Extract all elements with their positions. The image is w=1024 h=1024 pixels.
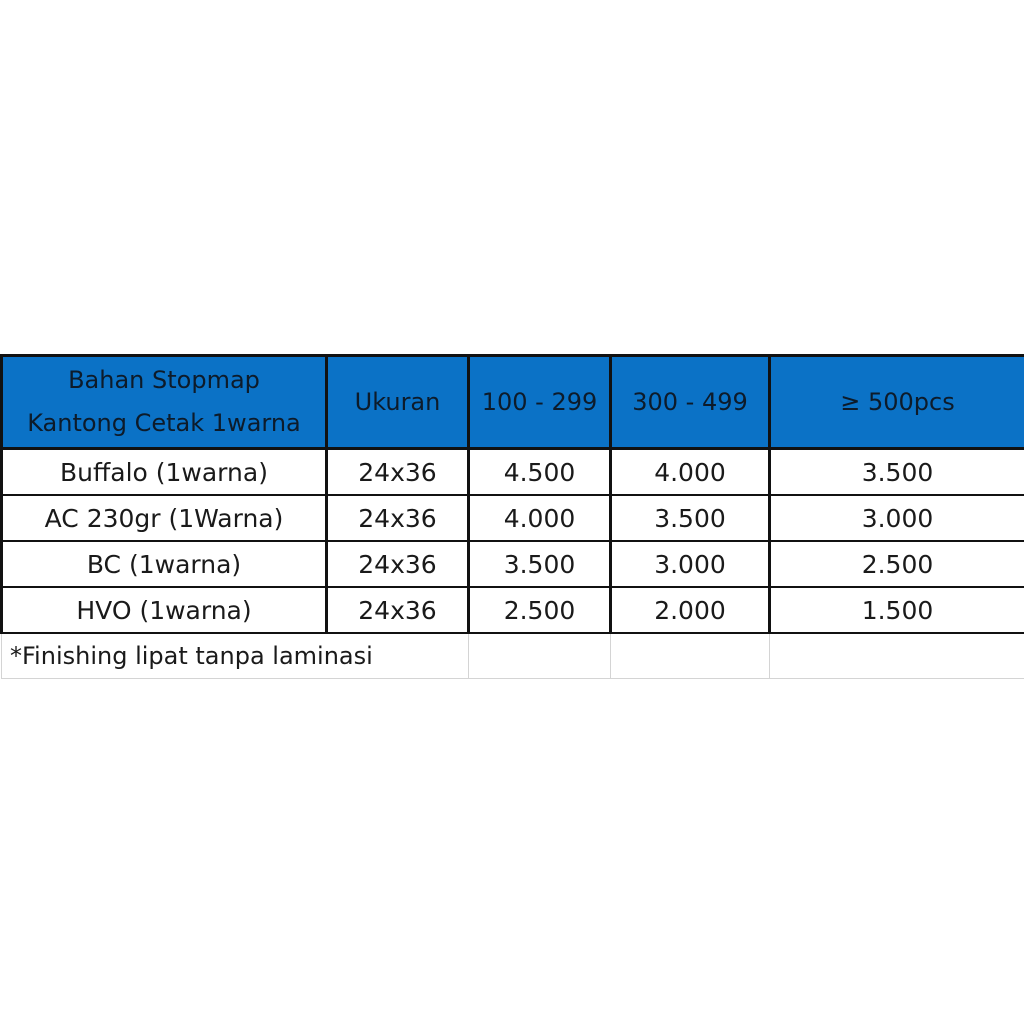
cell-material: HVO (1warna) <box>2 587 327 633</box>
empty-cell <box>469 633 611 679</box>
cell-tier2: 3.500 <box>611 495 770 541</box>
finishing-note: *Finishing lipat tanpa laminasi <box>2 633 469 679</box>
cell-tier1: 3.500 <box>469 541 611 587</box>
cell-size: 24x36 <box>327 449 469 496</box>
empty-cell <box>611 633 770 679</box>
header-row <box>2 356 1024 449</box>
cell-tier3: 3.000 <box>770 495 1024 541</box>
cell-material: BC (1warna) <box>2 541 327 587</box>
table-row <box>2 541 1024 587</box>
cell-tier1: 2.500 <box>469 587 611 633</box>
header-size: Ukuran <box>327 356 469 449</box>
header-tier3: ≥ 500pcs <box>770 356 1024 449</box>
cell-size: 24x36 <box>327 541 469 587</box>
table-row <box>2 587 1024 633</box>
cell-material: Buffalo (1warna) <box>2 449 327 496</box>
header-material <box>2 356 327 449</box>
header-material-line1: Bahan Stopmap <box>68 366 260 394</box>
header-tier1: 100 - 299 <box>469 356 611 449</box>
empty-cell <box>770 633 1024 679</box>
cell-size: 24x36 <box>327 495 469 541</box>
header-material-line2: Kantong Cetak 1warna <box>27 409 301 437</box>
table-row <box>2 495 1024 541</box>
cell-tier3: 2.500 <box>770 541 1024 587</box>
header-tier2: 300 - 499 <box>611 356 770 449</box>
cell-tier2: 3.000 <box>611 541 770 587</box>
note-row <box>2 633 1024 679</box>
cell-tier3: 3.500 <box>770 449 1024 496</box>
cell-tier2: 2.000 <box>611 587 770 633</box>
cell-tier1: 4.500 <box>469 449 611 496</box>
price-table <box>0 354 1024 679</box>
cell-tier1: 4.000 <box>469 495 611 541</box>
cell-material: AC 230gr (1Warna) <box>2 495 327 541</box>
cell-tier2: 4.000 <box>611 449 770 496</box>
cell-size: 24x36 <box>327 587 469 633</box>
price-table-container <box>0 354 1024 679</box>
table-row <box>2 449 1024 496</box>
cell-tier3: 1.500 <box>770 587 1024 633</box>
